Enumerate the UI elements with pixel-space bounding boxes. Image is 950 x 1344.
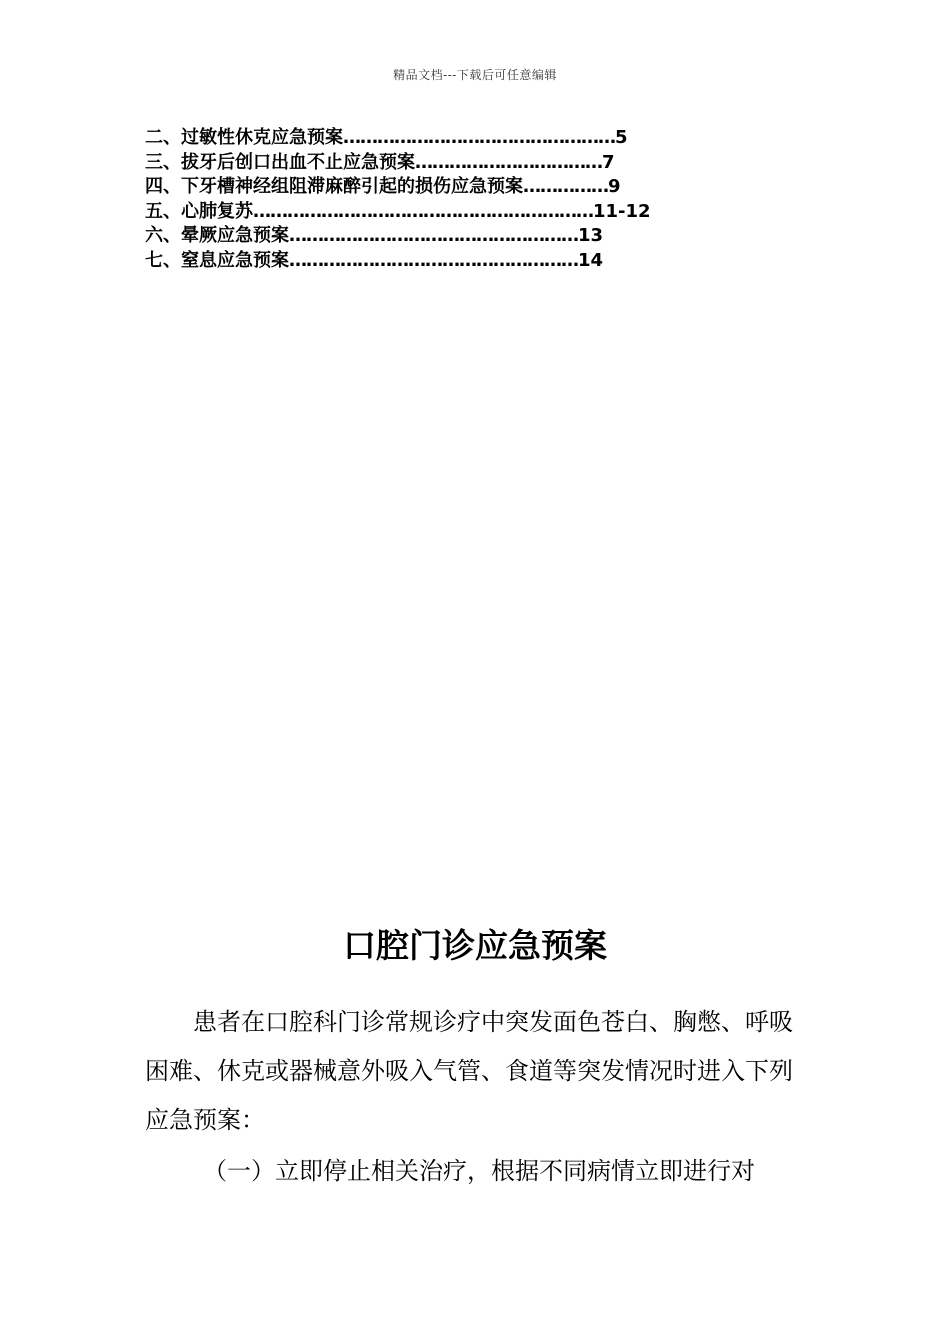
toc-item-leader: ……………………………………………	[289, 249, 578, 271]
toc-item[interactable]	[145, 175, 765, 200]
table-of-contents	[145, 126, 765, 273]
document-body	[145, 998, 810, 1196]
body-paragraph: 患者在口腔科门诊常规诊疗中突发面色苍白、胸憋、呼吸困难、休克或器械意外吸入气管、食道等突发情况时进入下列应急预案：	[145, 1008, 793, 1134]
page-header-watermark: 精品文档---下载后可任意编辑	[393, 68, 557, 82]
toc-item-label: 七、窒息应急预案	[145, 249, 289, 271]
toc-item[interactable]	[145, 151, 765, 176]
toc-item-leader: ……………………………	[415, 151, 602, 173]
toc-item-page: 5	[615, 127, 628, 148]
toc-item-label: 二、过敏性休克应急预案	[145, 127, 343, 148]
toc-item-leader: ……………………………………………	[289, 225, 578, 246]
toc-item-leader: ……………………………………………………	[253, 200, 593, 222]
toc-item-leader: ……………	[523, 176, 608, 197]
toc-item-page: 7	[602, 151, 615, 173]
toc-item-page: 11-12	[593, 200, 651, 222]
body-paragraph: （一）立即停止相关治疗，根据不同病情立即进行对	[203, 1157, 755, 1185]
toc-item-page: 14	[578, 249, 604, 271]
toc-item[interactable]	[145, 200, 765, 225]
toc-item-page: 9	[608, 176, 621, 197]
toc-item-label: 六、晕厥应急预案	[145, 225, 289, 246]
toc-item-leader: …………………………………………	[343, 127, 615, 148]
toc-item[interactable]	[145, 126, 765, 151]
toc-item-page: 13	[578, 225, 604, 246]
toc-item-label: 四、下牙槽神经组阻滞麻醉引起的损伤应急预案	[145, 176, 523, 197]
document-title: 口腔门诊应急预案	[343, 926, 607, 965]
toc-item[interactable]	[145, 224, 765, 249]
toc-item-label: 五、心肺复苏	[145, 200, 253, 222]
toc-item-label: 三、拔牙后创口出血不止应急预案	[145, 151, 415, 173]
toc-item[interactable]	[145, 249, 765, 274]
